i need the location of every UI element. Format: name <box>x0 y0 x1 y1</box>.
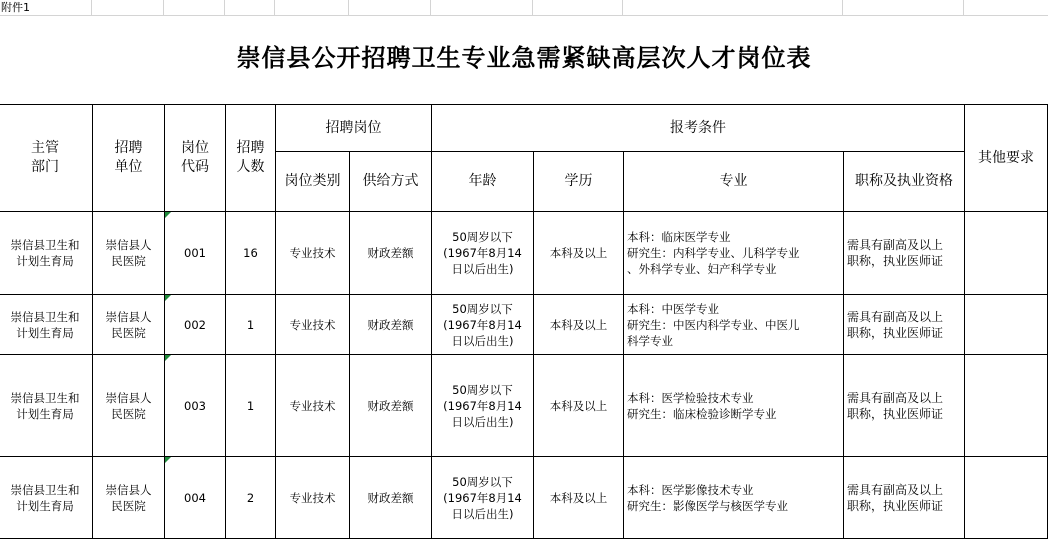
cell-age[interactable]: 50周岁以下 (1967年8月14 日以后出生) <box>432 212 534 295</box>
cell-major[interactable]: 本科：临床医学专业 研究生：内科学专业、儿科学专业 、外科学专业、妇产科学专业 <box>624 212 844 295</box>
cell-qualification[interactable]: 需具有副高及以上 职称，执业医师证 <box>844 355 965 457</box>
cell-count[interactable]: 16 <box>226 212 276 295</box>
positions-table <box>0 104 1048 539</box>
cell-funding[interactable]: 财政差额 <box>350 212 432 295</box>
cell-funding[interactable]: 财政差额 <box>350 457 432 539</box>
attachment-label: 附件1 <box>1 1 30 14</box>
cell-unit[interactable]: 崇信县人 民医院 <box>93 212 165 295</box>
cell-code[interactable]: 004 <box>165 457 226 539</box>
table-row <box>0 355 1048 457</box>
page-title: 崇信县公开招聘卫生专业急需紧缺高层次人才岗位表 <box>236 43 812 72</box>
header-qualification[interactable]: 职称及执业资格 <box>844 152 965 212</box>
cell-post-type[interactable]: 专业技术 <box>276 212 350 295</box>
grid-divider <box>224 0 225 16</box>
cell-dept[interactable]: 崇信县卫生和 计划生育局 <box>0 212 93 295</box>
header-age[interactable]: 年龄 <box>432 152 534 212</box>
grid-divider <box>842 0 843 16</box>
cell-education[interactable]: 本科及以上 <box>534 355 624 457</box>
header-post-group[interactable]: 招聘岗位 <box>276 105 432 152</box>
cell-major[interactable]: 本科：医学检验技术专业 研究生：临床检验诊断学专业 <box>624 355 844 457</box>
cell-count[interactable]: 1 <box>226 295 276 355</box>
cell-post-type[interactable]: 专业技术 <box>276 355 350 457</box>
header-post-type[interactable]: 岗位类别 <box>276 152 350 212</box>
comment-marker-icon <box>165 212 171 218</box>
cell-age[interactable]: 50周岁以下 (1967年8月14 日以后出生) <box>432 295 534 355</box>
grid-divider <box>91 0 92 16</box>
grid-divider <box>532 0 533 16</box>
grid-divider <box>348 0 349 16</box>
header-funding[interactable]: 供给方式 <box>350 152 432 212</box>
cell-other[interactable] <box>965 295 1048 355</box>
header-other[interactable]: 其他要求 <box>965 105 1048 212</box>
grid-divider <box>274 0 275 16</box>
cell-unit[interactable]: 崇信县人 民医院 <box>93 295 165 355</box>
cell-code[interactable]: 002 <box>165 295 226 355</box>
cell-funding[interactable]: 财政差额 <box>350 355 432 457</box>
table-row <box>0 212 1048 295</box>
grid-divider <box>622 0 623 16</box>
cell-education[interactable]: 本科及以上 <box>534 212 624 295</box>
header-conditions-group[interactable]: 报考条件 <box>432 105 965 152</box>
cell-age[interactable]: 50周岁以下 (1967年8月14 日以后出生) <box>432 355 534 457</box>
cell-funding[interactable]: 财政差额 <box>350 295 432 355</box>
comment-marker-icon <box>165 295 171 301</box>
grid-divider <box>163 0 164 16</box>
cell-post-type[interactable]: 专业技术 <box>276 295 350 355</box>
table-row <box>0 295 1048 355</box>
table-row <box>0 457 1048 539</box>
cell-qualification[interactable]: 需具有副高及以上 职称，执业医师证 <box>844 457 965 539</box>
cell-age[interactable]: 50周岁以下 (1967年8月14 日以后出生) <box>432 457 534 539</box>
cell-code[interactable]: 001 <box>165 212 226 295</box>
comment-marker-icon <box>165 457 171 463</box>
cell-major[interactable]: 本科：中医学专业 研究生：中医内科学专业、中医儿 科学专业 <box>624 295 844 355</box>
spreadsheet-top-strip <box>0 0 1048 16</box>
cell-code[interactable]: 003 <box>165 355 226 457</box>
header-major[interactable]: 专业 <box>624 152 844 212</box>
cell-unit[interactable]: 崇信县人 民医院 <box>93 355 165 457</box>
grid-divider <box>430 0 431 16</box>
cell-other[interactable] <box>965 355 1048 457</box>
cell-dept[interactable]: 崇信县卫生和 计划生育局 <box>0 295 93 355</box>
cell-major[interactable]: 本科：医学影像技术专业 研究生：影像医学与核医学专业 <box>624 457 844 539</box>
cell-qualification[interactable]: 需具有副高及以上 职称，执业医师证 <box>844 295 965 355</box>
comment-marker-icon <box>165 355 171 361</box>
header-code[interactable]: 岗位 代码 <box>165 105 226 212</box>
cell-qualification[interactable]: 需具有副高及以上 职称，执业医师证 <box>844 212 965 295</box>
header-count[interactable]: 招聘 人数 <box>226 105 276 212</box>
header-dept[interactable]: 主管 部门 <box>0 105 93 212</box>
cell-other[interactable] <box>965 457 1048 539</box>
cell-count[interactable]: 1 <box>226 355 276 457</box>
cell-education[interactable]: 本科及以上 <box>534 295 624 355</box>
cell-unit[interactable]: 崇信县人 民医院 <box>93 457 165 539</box>
cell-dept[interactable]: 崇信县卫生和 计划生育局 <box>0 355 93 457</box>
header-education[interactable]: 学历 <box>534 152 624 212</box>
grid-divider <box>0 15 1048 16</box>
cell-other[interactable] <box>965 212 1048 295</box>
cell-post-type[interactable]: 专业技术 <box>276 457 350 539</box>
header-unit[interactable]: 招聘 单位 <box>93 105 165 212</box>
cell-dept[interactable]: 崇信县卫生和 计划生育局 <box>0 457 93 539</box>
cell-count[interactable]: 2 <box>226 457 276 539</box>
grid-divider <box>963 0 964 16</box>
cell-education[interactable]: 本科及以上 <box>534 457 624 539</box>
